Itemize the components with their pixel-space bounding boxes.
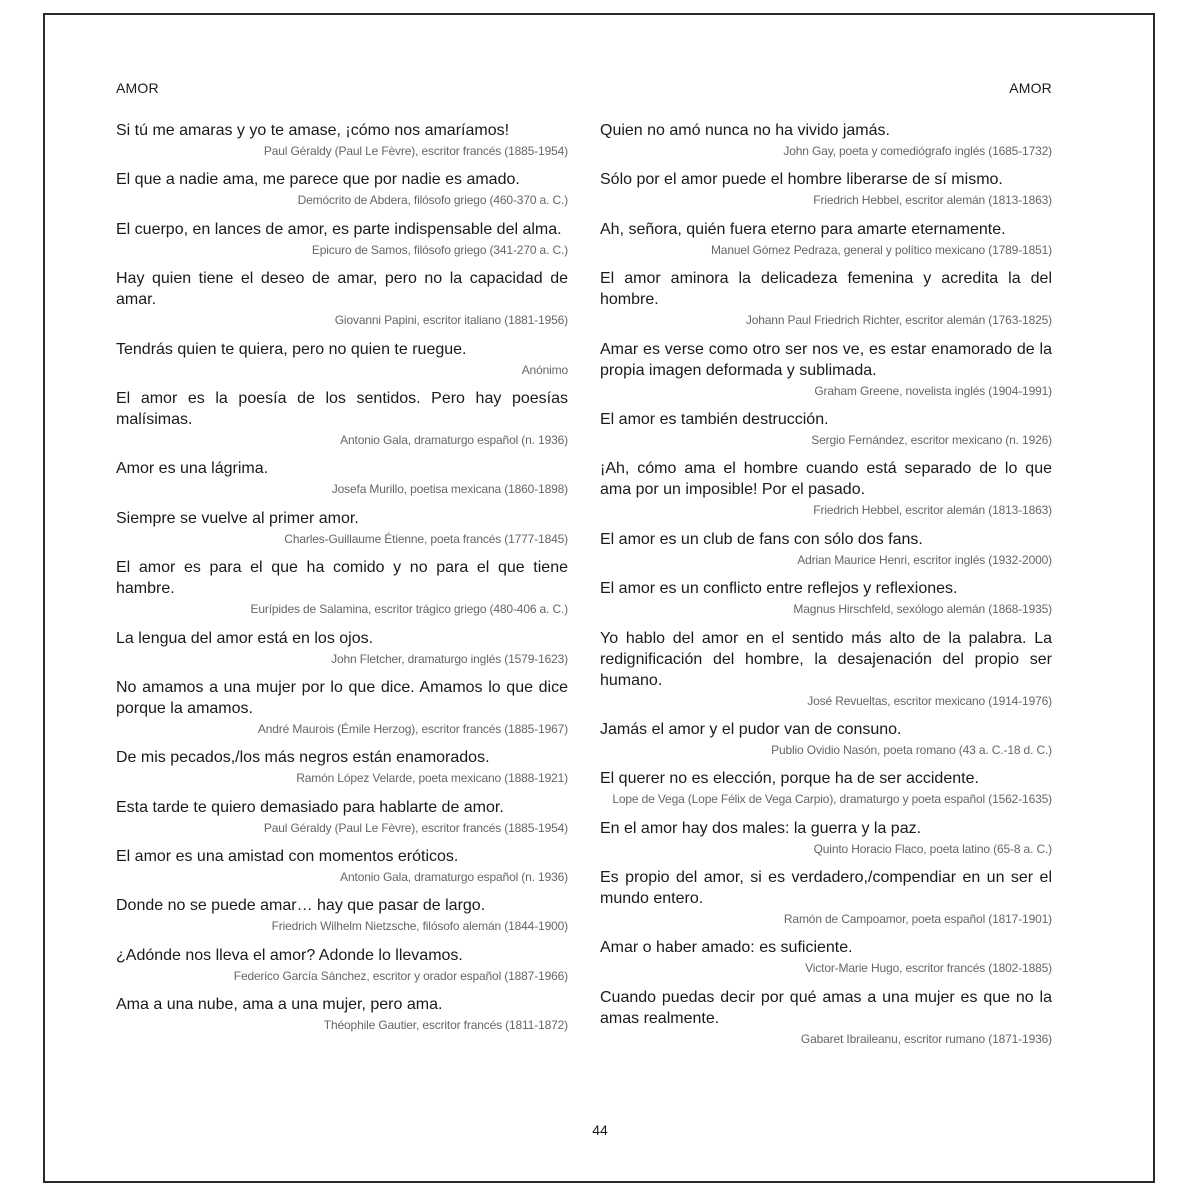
quote-author: Gabaret Ibraileanu, escritor rumano (1871-1936) [800,1031,1052,1046]
quote-author: José Revueltas, escritor mexicano (1914-1976) [807,693,1052,708]
quote-text: El amor es la poesía de los sentidos. Pero hay poesías malísimas. [116,389,568,428]
quote-entry [116,747,568,789]
quote-text: No amamos a una mujer por lo que dice. Amamos lo que dice porque la amamos. [116,678,568,717]
quote-entry [600,768,1052,810]
quote-text: Siempre se vuelve al primer amor. [116,509,359,527]
quote-entry [600,268,1052,331]
quote-text: Es propio del amor, si es verdadero,/compendiar en un ser el mundo entero. [600,869,1052,908]
quote-entry [116,458,568,500]
quote-text: Sólo por el amor puede el hombre liberarse de sí mismo. [600,171,1003,189]
running-header-left: AMOR [116,80,159,96]
quote-text: El amor es para el que ha comido y no para el que tiene hambre. [116,559,568,598]
quote-author: Friedrich Hebbel, escritor alemán (1813-1863) [813,503,1052,518]
quote-author: Ramón de Campoamor, poeta español (1817-1901) [783,912,1052,927]
quote-author: Magnus Hirschfeld, sexólogo alemán (1868-1935) [793,602,1052,617]
page-number: 44 [592,1122,608,1138]
quote-text: El cuerpo, en lances de amor, es parte indispensable del alma. [116,220,562,238]
quote-text: Jamás el amor y el pudor van de consuno. [600,720,902,738]
quote-entry [600,120,1052,162]
quote-entry [600,937,1052,979]
quote-author: Demócrito de Abdera, filósofo griego (460-370 a. C.) [297,193,568,208]
quote-author: Friedrich Hebbel, escritor alemán (1813-1863) [813,193,1052,208]
quote-text: Hay quien tiene el deseo de amar, pero no la capacidad de amar. [116,270,568,309]
quote-author: Giovanni Papini, escritor italiano (1881-1956) [334,313,568,328]
quote-text: Yo hablo del amor en el sentido más alto de la palabra. La redignificación del hombre, la desajenación del propio ser humano. [600,629,1052,689]
quote-author: Anónimo [521,362,568,377]
quote-entry [116,508,568,550]
quote-author: Lope de Vega (Lope Félix de Vega Carpio), dramaturgo y poeta español (1562-1635) [612,792,1052,807]
quote-author: Sergio Fernández, escritor mexicano (n. 1926) [811,432,1052,447]
quote-author: Paul Géraldy (Paul Le Fèvre), escritor francés (1885-1954) [263,144,568,158]
quote-author: Adrian Maurice Henri, escritor inglés (1932-2000) [797,552,1052,567]
quote-entry [116,120,568,162]
quote-author: Antonio Gala, dramaturgo español (n. 1936) [340,870,568,885]
quote-entry [116,339,568,381]
quote-text: ¿Adónde nos lleva el amor? Adonde lo llevamos. [116,946,463,964]
quote-text: ¡Ah, cómo ama el hombre cuando está separado de lo que ama por un imposible! Por el pasado. [600,460,1052,499]
quote-text: El amor es también destrucción. [600,410,829,428]
quote-text: El amor es una amistad con momentos eróticos. [116,848,459,866]
quote-author: Antonio Gala, dramaturgo español (n. 1936) [340,432,568,447]
quote-entry [600,578,1052,620]
quote-text: De mis pecados,/los más negros están enamorados. [116,749,490,767]
quote-entry [600,409,1052,451]
quote-entry [600,529,1052,571]
quote-entry [116,169,568,211]
quote-text: Ama a una nube, ama a una mujer, pero ama. [116,996,443,1014]
quote-author: Epicuro de Samos, filósofo griego (341-270 a. C.) [311,242,568,257]
quote-entry [600,169,1052,211]
quote-author: Federico García Sánchez, escritor y orador español (1887-1966) [233,968,568,983]
quote-text: Donde no se puede amar… hay que pasar de largo. [116,897,486,915]
quote-author: Johann Paul Friedrich Richter, escritor alemán (1763-1825) [745,313,1052,328]
quote-text: Ah, señora, quién fuera eterno para amarte eternamente. [600,220,1006,238]
quote-entry [116,895,568,937]
quote-entry [116,994,568,1036]
quote-entry [116,388,568,451]
quote-author: Josefa Murillo, poetisa mexicana (1860-1898) [331,482,568,497]
quote-text: Amar es verse como otro ser nos ve, es estar enamorado de la propia imagen deformada y sublimada. [600,340,1052,379]
quote-author: Paul Géraldy (Paul Le Fèvre), escritor francés (1885-1954) [263,820,568,835]
quote-entry [116,945,568,987]
quote-entry [600,987,1052,1050]
quote-text: Si tú me amaras y yo te amase, ¡cómo nos amaríamos! [116,122,510,139]
quote-text: Tendrás quien te quiera, pero no quien te ruegue. [116,340,467,358]
quote-author: Ramón López Velarde, poeta mexicano (1888-1921) [296,771,568,786]
quote-author: John Gay, poeta y comediógrafo inglés (1685-1732) [783,144,1052,158]
right-column [600,120,1052,1057]
running-header-right: AMOR [1009,80,1052,96]
quote-author: Publio Ovidio Nasón, poeta romano (43 a. C.-18 d. C.) [771,742,1052,757]
quote-entry [600,818,1052,860]
quote-text: El amor es un club de fans con sólo dos fans. [600,530,923,548]
quote-text: Esta tarde te quiero demasiado para hablarte de amor. [116,798,504,816]
quote-entry [600,628,1052,712]
quote-entry [600,219,1052,261]
quote-entry [600,719,1052,761]
quote-text: El que a nadie ama, me parece que por nadie es amado. [116,171,520,189]
quote-entry [600,458,1052,521]
quote-entry [600,867,1052,930]
quote-author: Théophile Gautier, escritor francés (1811-1872) [323,1018,568,1033]
quote-author: Charles-Guillaume Étienne, poeta francés (1777-1845) [284,531,568,546]
quote-author: Manuel Gómez Pedraza, general y político mexicano (1789-1851) [710,242,1052,257]
quote-author: Quinto Horacio Flaco, poeta latino (65-8 a. C.) [813,841,1052,856]
quote-entry [116,268,568,331]
quote-text: El amor es un conflicto entre reflejos y reflexiones. [600,580,958,598]
quote-author: Eurípides de Salamina, escritor trágico griego (480-406 a. C.) [250,602,568,617]
quote-author: Victor-Marie Hugo, escritor francés (1802-1885) [805,961,1052,976]
quote-entry [116,677,568,740]
quote-text: La lengua del amor está en los ojos. [116,629,374,647]
quote-text: Amor es una lágrima. [116,460,269,478]
quote-author: John Fletcher, dramaturgo inglés (1579-1623) [331,651,568,666]
quote-entry [116,219,568,261]
quote-text: Quien no amó nunca no ha vivido jamás. [600,122,890,139]
quote-entry [116,557,568,620]
quote-text: El querer no es elección, porque ha de ser accidente. [600,770,979,788]
quote-text: En el amor hay dos males: la guerra y la paz. [600,819,922,837]
quote-author: Friedrich Wilhelm Nietzsche, filósofo alemán (1844-1900) [271,919,568,934]
quote-text: Amar o haber amado: es suficiente. [600,939,853,957]
quote-entry [116,846,568,888]
quote-text: El amor aminora la delicadeza femenina y acredita la del hombre. [600,270,1052,309]
quote-author: Graham Greene, novelista inglés (1904-1991) [814,383,1052,398]
quote-entry [600,339,1052,402]
quote-entry [116,797,568,839]
quote-author: André Maurois (Émile Herzog), escritor francés (1885-1967) [257,721,568,736]
quote-text: Cuando puedas decir por qué amas a una mujer es que no la amas realmente. [600,988,1052,1027]
quote-entry [116,628,568,670]
left-column [116,120,568,1044]
